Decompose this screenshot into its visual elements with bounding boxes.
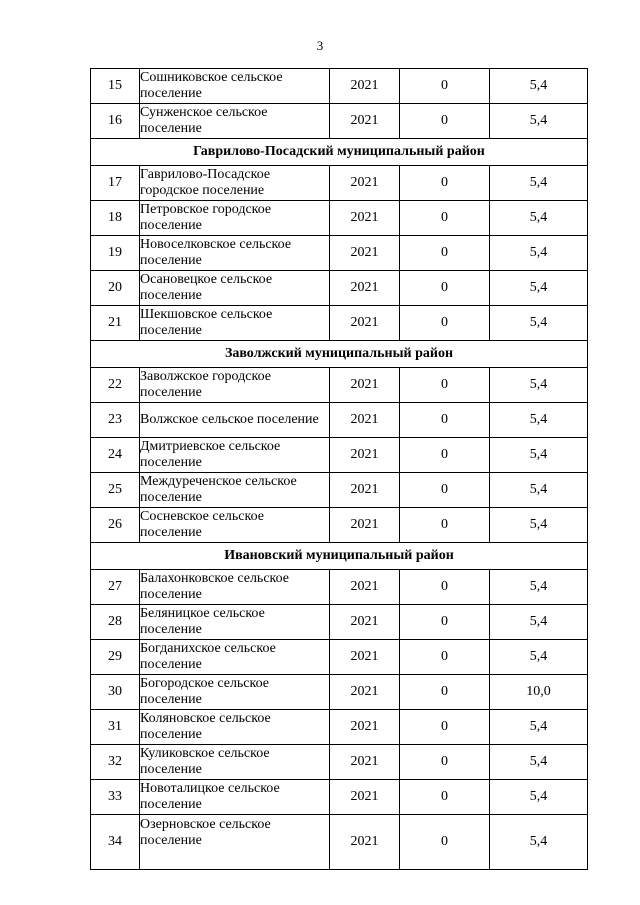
settlement-name: Дмитриевское сельское поселение [140,438,330,473]
row-number: 30 [91,675,140,710]
rate-value-cell: 5,4 [490,271,588,306]
rate-value-cell: 5,4 [490,473,588,508]
row-number: 34 [91,815,140,870]
year-cell: 2021 [330,570,400,605]
table-row [91,166,588,201]
zero-value-cell: 0 [400,236,490,271]
table-row [91,710,588,745]
table-row [91,368,588,403]
rate-value-cell: 5,4 [490,508,588,543]
zero-value-cell: 0 [400,403,490,438]
year-cell: 2021 [330,403,400,438]
year-cell: 2021 [330,166,400,201]
settlement-name: Волжское сельское поселение [140,403,330,438]
table-row [91,605,588,640]
year-cell: 2021 [330,104,400,139]
zero-value-cell: 0 [400,306,490,341]
row-number: 33 [91,780,140,815]
year-cell: 2021 [330,605,400,640]
table-row [91,815,588,870]
zero-value-cell: 0 [400,271,490,306]
settlement-name: Новоселковское сельское поселение [140,236,330,271]
year-cell: 2021 [330,508,400,543]
settlement-name: Озерновское сельское поселение [140,815,330,870]
section-header-row [91,341,588,368]
year-cell: 2021 [330,675,400,710]
rate-value-cell: 5,4 [490,69,588,104]
row-number: 25 [91,473,140,508]
settlement-name: Богородское сельское поселение [140,675,330,710]
section-header-row [91,139,588,166]
district-title: Заволжский муниципальный район [91,341,588,368]
rate-value-cell: 5,4 [490,236,588,271]
year-cell: 2021 [330,473,400,508]
zero-value-cell: 0 [400,745,490,780]
zero-value-cell: 0 [400,640,490,675]
year-cell: 2021 [330,710,400,745]
row-number: 26 [91,508,140,543]
year-cell: 2021 [330,438,400,473]
table-row [91,780,588,815]
zero-value-cell: 0 [400,166,490,201]
zero-value-cell: 0 [400,69,490,104]
settlement-name: Богданихское сельское поселение [140,640,330,675]
settlement-name: Беляницкое сельское поселение [140,605,330,640]
settlement-name: Сошниковское сельское поселение [140,69,330,104]
settlement-name: Гаврилово-Посадское городское поселение [140,166,330,201]
table-row [91,438,588,473]
settlement-name: Междуреченское сельское поселение [140,473,330,508]
year-cell: 2021 [330,368,400,403]
district-title: Гаврилово-Посадский муниципальный район [91,139,588,166]
row-number: 21 [91,306,140,341]
row-number: 20 [91,271,140,306]
row-number: 24 [91,438,140,473]
year-cell: 2021 [330,780,400,815]
zero-value-cell: 0 [400,570,490,605]
settlement-name: Сосневское сельское поселение [140,508,330,543]
row-number: 19 [91,236,140,271]
table-row [91,473,588,508]
table-row [91,640,588,675]
rate-value-cell: 5,4 [490,306,588,341]
row-number: 27 [91,570,140,605]
year-cell: 2021 [330,271,400,306]
municipal-table [90,68,588,870]
year-cell: 2021 [330,815,400,870]
rate-value-cell: 5,4 [490,403,588,438]
rate-value-cell: 5,4 [490,640,588,675]
row-number: 16 [91,104,140,139]
rate-value-cell: 5,4 [490,104,588,139]
settlement-name: Осановецкое сельское поселение [140,271,330,306]
settlement-name: Балахонковское сельское поселение [140,570,330,605]
rate-value-cell: 5,4 [490,368,588,403]
table-row [91,201,588,236]
settlement-name: Куликовское сельское поселение [140,745,330,780]
row-number: 23 [91,403,140,438]
table-row [91,306,588,341]
settlement-name: Шекшовское сельское поселение [140,306,330,341]
rate-value-cell: 5,4 [490,780,588,815]
rate-value-cell: 5,4 [490,201,588,236]
table-row [91,104,588,139]
year-cell: 2021 [330,306,400,341]
zero-value-cell: 0 [400,473,490,508]
row-number: 28 [91,605,140,640]
table-row [91,236,588,271]
year-cell: 2021 [330,640,400,675]
zero-value-cell: 0 [400,368,490,403]
row-number: 15 [91,69,140,104]
row-number: 29 [91,640,140,675]
settlement-name: Новоталицкое сельское поселение [140,780,330,815]
district-title: Ивановский муниципальный район [91,543,588,570]
rate-value-cell: 5,4 [490,815,588,870]
settlement-name: Сунженское сельское поселение [140,104,330,139]
table-row [91,271,588,306]
zero-value-cell: 0 [400,201,490,236]
rate-value-cell: 5,4 [490,438,588,473]
table-row [91,508,588,543]
page-number: 3 [316,38,324,53]
row-number: 31 [91,710,140,745]
table-row [91,69,588,104]
table-row [91,745,588,780]
rate-value-cell: 10,0 [490,675,588,710]
rate-value-cell: 5,4 [490,745,588,780]
rate-value-cell: 5,4 [490,166,588,201]
settlement-name: Заволжское городское поселение [140,368,330,403]
year-cell: 2021 [330,201,400,236]
zero-value-cell: 0 [400,710,490,745]
table-row [91,675,588,710]
zero-value-cell: 0 [400,675,490,710]
year-cell: 2021 [330,69,400,104]
settlement-name: Петровское городское поселение [140,201,330,236]
rate-value-cell: 5,4 [490,710,588,745]
row-number: 32 [91,745,140,780]
table-row [91,570,588,605]
settlement-name: Коляновское сельское поселение [140,710,330,745]
table-row [91,403,588,438]
section-header-row [91,543,588,570]
zero-value-cell: 0 [400,605,490,640]
rate-value-cell: 5,4 [490,570,588,605]
zero-value-cell: 0 [400,508,490,543]
row-number: 17 [91,166,140,201]
zero-value-cell: 0 [400,104,490,139]
row-number: 18 [91,201,140,236]
zero-value-cell: 0 [400,815,490,870]
year-cell: 2021 [330,236,400,271]
row-number: 22 [91,368,140,403]
year-cell: 2021 [330,745,400,780]
rate-value-cell: 5,4 [490,605,588,640]
zero-value-cell: 0 [400,780,490,815]
zero-value-cell: 0 [400,438,490,473]
